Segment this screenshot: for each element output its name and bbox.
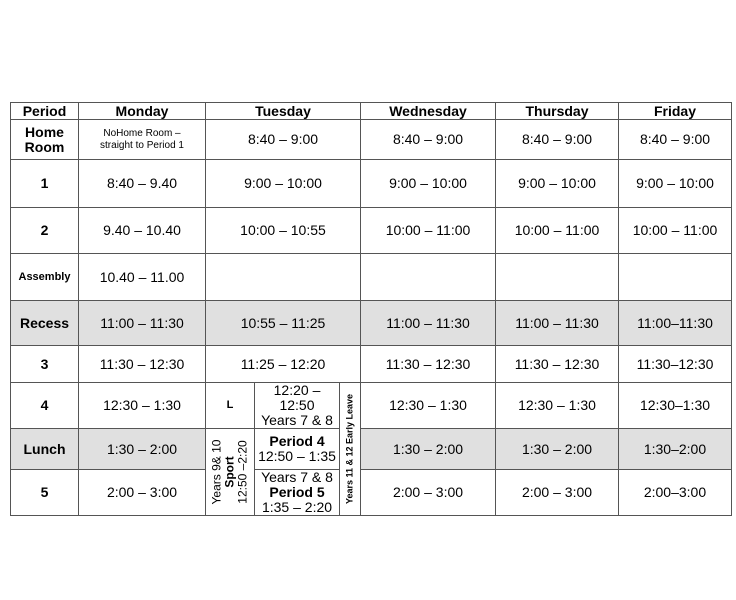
header-thursday: Thursday [496,103,619,120]
p4-wednesday: 12:30 – 1:30 [361,383,496,429]
row-assembly [11,254,732,301]
p2-thursday: 10:00 – 11:00 [496,208,619,254]
assembly-monday: 10.40 – 11.00 [79,254,206,301]
label-period-3: 3 [11,346,79,383]
p4-thursday: 12:30 – 1:30 [496,383,619,429]
label-homeroom: Home Room [11,120,79,160]
sport-years: Years 9& 10 [209,439,224,505]
p4-friday: 12:30–1:30 [619,383,732,429]
lunch-thursday: 1:30 – 2:00 [496,429,619,470]
label-period-5: 5 [11,470,79,516]
p3-monday: 11:30 – 12:30 [79,346,206,383]
assembly-thursday [496,254,619,301]
label-lunch: Lunch [11,429,79,470]
tuesday-early-leave [340,383,361,516]
tuesday-p4-label: Period 4 [269,433,325,449]
tuesday-p4-time: 12:50 – 1:35 [258,448,336,464]
tuesday-lunch-time: 12:20 – 12:50 [273,382,321,413]
p2-monday: 9.40 – 10.40 [79,208,206,254]
sport-time: 12:50 –2:20 [235,440,250,504]
p1-monday: 8:40 – 9.40 [79,160,206,208]
tuesday-l-cell: L [206,383,255,429]
assembly-friday [619,254,732,301]
p3-thursday: 11:30 – 12:30 [496,346,619,383]
assembly-wednesday [361,254,496,301]
p1-tuesday: 9:00 – 10:00 [206,160,361,208]
p5-friday: 2:00–3:00 [619,470,732,516]
early-leave-label: Years 11 & 12 Early Leave [344,393,355,505]
header-tuesday: Tuesday [206,103,361,120]
lunch-monday: 1:30 – 2:00 [79,429,206,470]
tuesday-period-4 [255,429,340,470]
assembly-tuesday [206,254,361,301]
homeroom-friday: 8:40 – 9:00 [619,120,732,160]
p1-thursday: 9:00 – 10:00 [496,160,619,208]
tuesday-lunch-years78 [255,383,340,429]
p5-wednesday: 2:00 – 3:00 [361,470,496,516]
p1-friday: 9:00 – 10:00 [619,160,732,208]
lunch-friday: 1:30–2:00 [619,429,732,470]
header-row [11,103,732,120]
p2-wednesday: 10:00 – 11:00 [361,208,496,254]
row-period-2 [11,208,732,254]
tuesday-lunch-years: Years 7 & 8 [261,412,333,428]
p2-friday: 10:00 – 11:00 [619,208,732,254]
row-lunch [11,429,732,470]
p5-monday: 2:00 – 3:00 [79,470,206,516]
recess-friday: 11:00–11:30 [619,301,732,346]
header-friday: Friday [619,103,732,120]
row-period-1 [11,160,732,208]
p3-tuesday: 11:25 – 12:20 [206,346,361,383]
row-period-3 [11,346,732,383]
recess-wednesday: 11:00 – 11:30 [361,301,496,346]
tuesday-p5-time: 1:35 – 2:20 [261,499,333,515]
lunch-wednesday: 1:30 – 2:00 [361,429,496,470]
homeroom-tuesday: 8:40 – 9:00 [206,120,361,160]
label-period-4: 4 [11,383,79,429]
timetable [10,102,732,516]
row-period-5 [11,470,732,516]
tuesday-p5-label: Period 5 [269,484,325,500]
row-period-4 [11,383,732,429]
header-monday: Monday [79,103,206,120]
homeroom-thursday: 8:40 – 9:00 [496,120,619,160]
label-recess: Recess [11,301,79,346]
label-assembly: Assembly [11,254,79,301]
p4-monday: 12:30 – 1:30 [79,383,206,429]
label-period-1: 1 [11,160,79,208]
sport-label: Sport [222,456,237,488]
p1-wednesday: 9:00 – 10:00 [361,160,496,208]
tuesday-period-5 [255,470,340,516]
header-wednesday: Wednesday [361,103,496,120]
p3-wednesday: 11:30 – 12:30 [361,346,496,383]
header-period: Period [11,103,79,120]
tuesday-p5-years: Years 7 & 8 [261,469,333,485]
recess-thursday: 11:00 – 11:30 [496,301,619,346]
homeroom-monday: NoHome Room – straight to Period 1 [79,120,206,160]
p2-tuesday: 10:00 – 10:55 [206,208,361,254]
row-recess [11,301,732,346]
label-period-2: 2 [11,208,79,254]
p5-thursday: 2:00 – 3:00 [496,470,619,516]
p3-friday: 11:30–12:30 [619,346,732,383]
recess-monday: 11:00 – 11:30 [79,301,206,346]
homeroom-wednesday: 8:40 – 9:00 [361,120,496,160]
tuesday-sport [206,429,255,516]
row-homeroom [11,120,732,160]
recess-tuesday: 10:55 – 11:25 [206,301,361,346]
